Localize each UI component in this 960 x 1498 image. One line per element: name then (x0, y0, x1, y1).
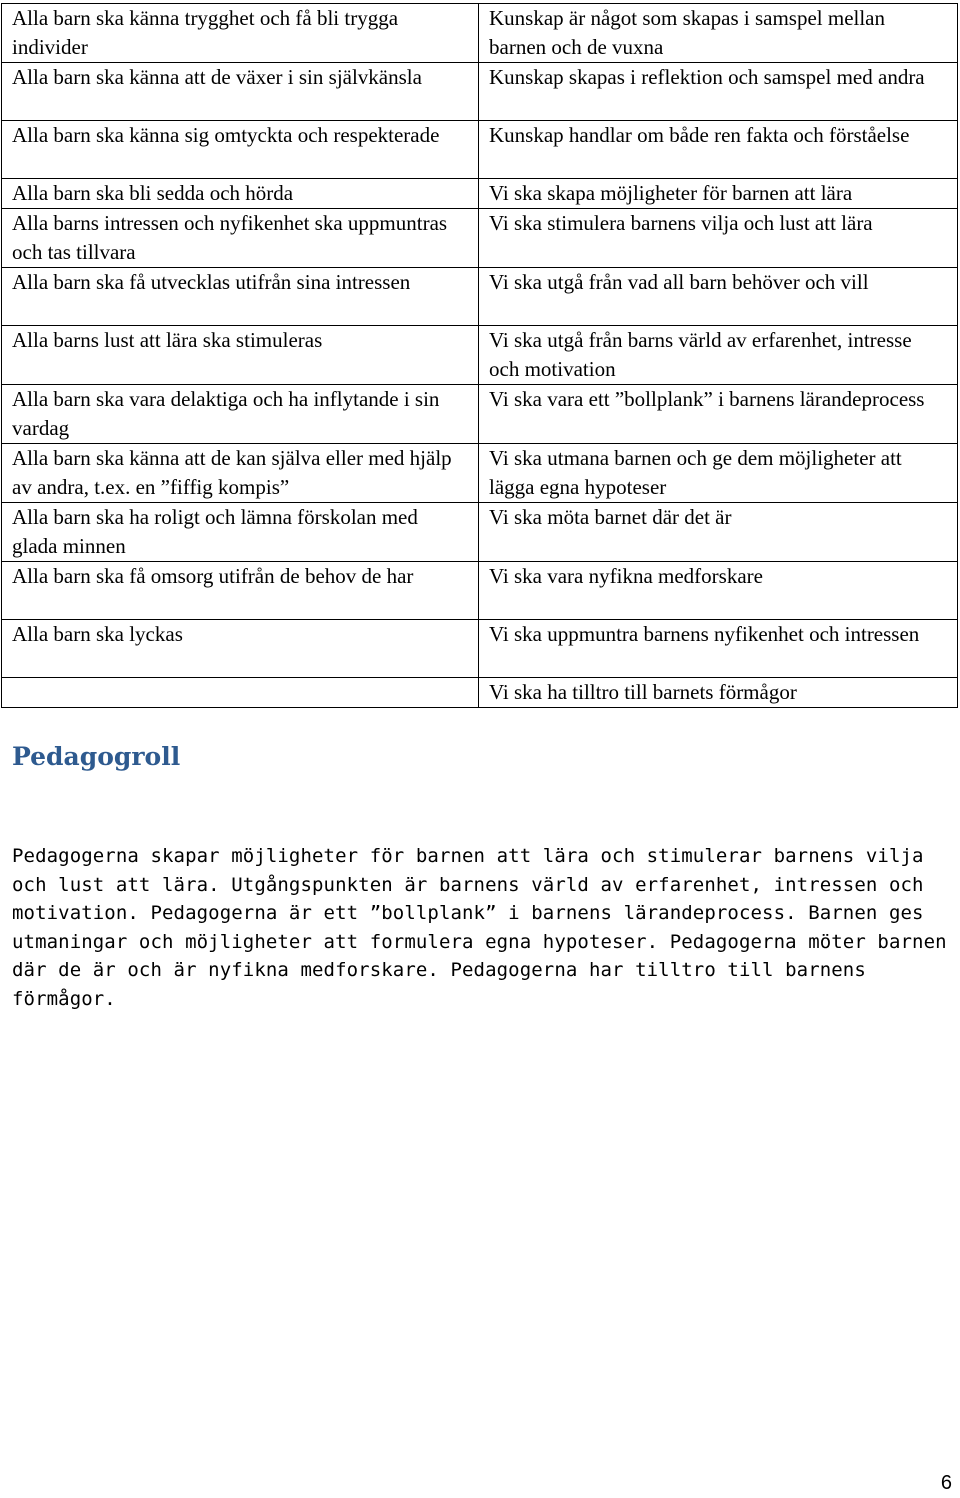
table-row (2, 268, 958, 326)
table-cell-right: Vi ska stimulera barnens vilja och lust att lära (479, 209, 958, 268)
table-cell-right: Kunskap skapas i reflektion och samspel med andra (479, 63, 958, 121)
table-cell-left: Alla barn ska få utvecklas utifrån sina intressen (2, 268, 479, 326)
table-cell-left: Alla barn ska ha roligt och lämna förskolan med glada minnen (2, 503, 479, 562)
table-cell-right: Vi ska vara nyfikna medforskare (479, 562, 958, 620)
page-number: 6 (940, 1472, 952, 1494)
table-cell-right: Kunskap är något som skapas i samspel mellan barnen och de vuxna (479, 4, 958, 63)
table-cell-left: Alla barn ska känna att de kan själva eller med hjälp av andra, t.ex. en ”fiffig kompis” (2, 444, 479, 503)
table-row (2, 385, 958, 444)
table-cell-right: Vi ska möta barnet där det är (479, 503, 958, 562)
table-cell-right: Vi ska utgå från vad all barn behöver och vill (479, 268, 958, 326)
table-cell-right: Vi ska utgå från barns värld av erfarenhet, intresse och motivation (479, 326, 958, 385)
table-row (2, 562, 958, 620)
table-cell-left: Alla barn ska känna sig omtyckta och respekterade (2, 121, 479, 179)
table-row (2, 209, 958, 268)
table-cell-right: Vi ska utmana barnen och ge dem möjligheter att lägga egna hypoteser (479, 444, 958, 503)
table-cell-left: Alla barn ska lyckas (2, 620, 479, 678)
table-row (2, 326, 958, 385)
table-row (2, 503, 958, 562)
table-row (2, 4, 958, 63)
table-cell-left: Alla barns lust att lära ska stimuleras (2, 326, 479, 385)
table-cell-right: Vi ska uppmuntra barnens nyfikenhet och intressen (479, 620, 958, 678)
table-cell-right: Kunskap handlar om både ren fakta och förståelse (479, 121, 958, 179)
goals-table (1, 3, 958, 708)
table-row (2, 620, 958, 678)
table-cell-left: Alla barn ska känna trygghet och få bli trygga individer (2, 4, 479, 63)
table-cell-left: Alla barn ska känna att de växer i sin självkänsla (2, 63, 479, 121)
table-row (2, 444, 958, 503)
table-cell-right: Vi ska skapa möjligheter för barnen att lära (479, 179, 958, 209)
table-cell-left: Alla barn ska vara delaktiga och ha inflytande i sin vardag (2, 385, 479, 444)
section-paragraph: Pedagogerna skapar möjligheter för barnen att lära och stimulerar barnens vilja och lust att lära. Utgångspunkten är barnens värld av erfarenhet, intressen och motivation. Pedagogerna är ett ”bollplank” i barnens lärandeprocess. Barnen ges utmaningar och möjligheter att formulera egna hypoteser. Pedagogerna möter barnen där de är och är nyfikna medforskare. Pedagogerna har tilltro till barnens förmågor. (12, 845, 947, 1010)
table-row (2, 179, 958, 209)
table-cell-left: Alla barn ska få omsorg utifrån de behov de har (2, 562, 479, 620)
section-heading: Pedagogroll (12, 742, 181, 771)
table-row (2, 63, 958, 121)
table-cell-left: Alla barns intressen och nyfikenhet ska uppmuntras och tas tillvara (2, 209, 479, 268)
table-row (2, 121, 958, 179)
table-row (2, 678, 958, 708)
table-cell-right: Vi ska ha tilltro till barnets förmågor (479, 678, 958, 708)
table-cell-left (2, 678, 479, 708)
table-cell-right: Vi ska vara ett ”bollplank” i barnens lärandeprocess (479, 385, 958, 444)
table-cell-left: Alla barn ska bli sedda och hörda (2, 179, 479, 209)
